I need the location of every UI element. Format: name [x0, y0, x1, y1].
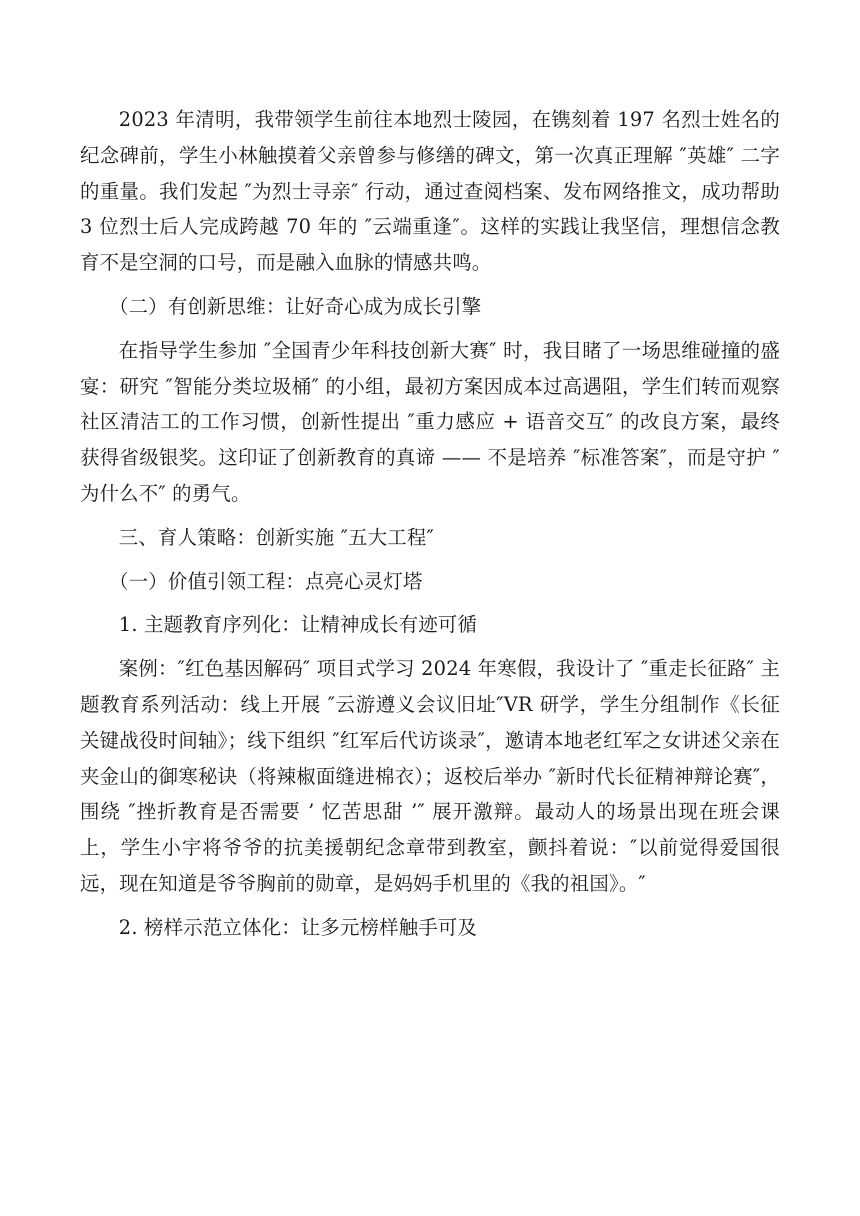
- paragraph-martyrs-cemetery: 2023 年清明，我带领学生前往本地烈士陵园，在镌刻着 197 名烈士姓名的纪念碑前，学生小林触摸着父亲曾参与修缮的碑文，第一次真正理解 ″英雄″ 二字的重量。我们发起 ″为烈士寻亲″ 行动，通过查阅档案、发布网络推文，成功帮助 3 位烈士后人完成跨越 70 年的 ″云端重逢″。这样的实践让我坚信，理想信念教育不是空洞的口号，而是融入血脉的情感共鸣。: [80, 108, 780, 275]
- heading-role-models: 2. 榜样示范立体化：让多元榜样触手可及: [118, 915, 478, 939]
- subheading-value-guidance: （一）价值引领工程：点亮心灵灯塔: [109, 569, 423, 593]
- heading-theme-education: 1. 主题教育序列化：让精神成长有迹可循: [118, 613, 478, 637]
- paragraph-science-competition: 在指导学生参加 ″全国青少年科技创新大赛″ 时，我目睹了一场思维碰撞的盛宴：研究 ″智能分类垃圾桶″ 的小组，最初方案因成本过高遇阻，学生们转而观察社区清洁工的工作习惯，创新性提出 ″重力感应 + 语音交互″ 的改良方案，最终获得省级银奖。这印证了创新教育的真谛 —— 不是培养 ″标准答案″，而是守护 ″为什么不″ 的勇气。: [80, 338, 780, 505]
- document-body: [80, 102, 780, 954]
- section-heading-education-strategy: 三、育人策略：创新实施 ″五大工程″: [118, 525, 434, 549]
- paragraph-red-gene-case: 案例：″红色基因解码″ 项目式学习 2024 年寒假，我设计了 ″重走长征路″ 主题教育系列活动：线上开展 ″云游遵义会议旧址″VR 研学，学生分组制作《长征关键战役时间轴》；线下组织 ″红军后代访谈录″，邀请本地老红军之女讲述父亲在夹金山的御寒秘诀（将辣椒面缝进棉衣）；返校后举办 ″新时代长征精神辩论赛″，围绕 ″挫折教育是否需要 ’ 忆苦思甜 ’″ 展开激辩。最动人的场景出现在班会课上，学生小宇将爷爷的抗美援朝纪念章带到教室，颤抖着说：″以前觉得爱国很远，现在知道是爷爷胸前的勋章，是妈妈手机里的《我的祖国》。″: [80, 657, 780, 895]
- subheading-innovative-thinking: （二）有创新思维：让好奇心成为成长引擎: [109, 294, 482, 318]
